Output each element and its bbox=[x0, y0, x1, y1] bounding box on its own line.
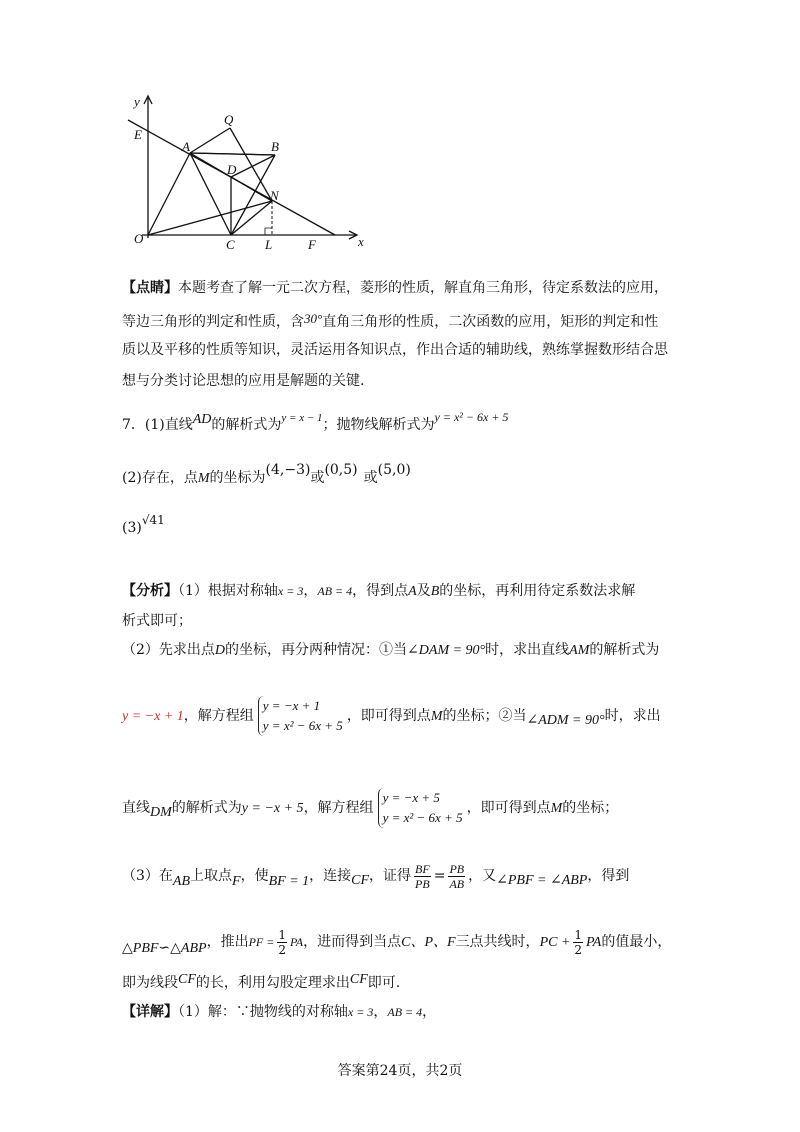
fraction-half-1: $\frac{1}{2}$ bbox=[278, 927, 286, 957]
label-o: O bbox=[134, 231, 144, 246]
label-y: y bbox=[134, 94, 140, 109]
label-l: L bbox=[265, 237, 273, 252]
label-q: Q bbox=[224, 112, 234, 127]
geometry-figure bbox=[120, 88, 380, 253]
label-d: D bbox=[227, 162, 237, 177]
answer-q2: (2)存在，点M的坐标为(4,−3)或(0,5) 或(5,0) bbox=[122, 462, 411, 486]
label-x: x bbox=[358, 234, 364, 249]
detail-tag: 【详解】 bbox=[122, 1004, 178, 1020]
dianjing-line-2: 等边三角形的判定和性质，含30°直角三角形的性质，二次函数的应用，矩形的判定和性 bbox=[122, 311, 659, 330]
answer-q1: 7．(1)直线AD的解析式为$^{y = x - 1}$；抛物线解析式为y = x² − 6x + 5 bbox=[122, 410, 509, 433]
fraction-half-2: $\frac{1}{2}$ bbox=[574, 927, 583, 957]
fraction-pb-ab: $\frac{PB}{AB}$ bbox=[449, 861, 465, 891]
analysis-tag: 【分析】 bbox=[122, 583, 178, 599]
dianjing-line-1: 【点睛】本题考查了解一元二次方程，菱形的性质，解直角三角形，待定系数法的应用， bbox=[122, 280, 668, 296]
label-e: E bbox=[134, 127, 142, 142]
analysis-line-6: （3）在AB上取点F，使BF = 1，连接CF，证得 $\frac{BF}{PB}$ = $\frac{PB}{AB}$ ，又∠PBF = ∠ABP，得到 bbox=[122, 861, 630, 891]
analysis-line-4: y = −x + 1，解方程组 y = −x + 1 y = x² − 6x + 5 ，即可得到点M的坐标；②当∠ADM = 90°时，求出 bbox=[122, 694, 661, 743]
dianjing-line-4: 想与分类讨论思想的应用是解题的关键. bbox=[122, 373, 365, 389]
answer-q3: (3)√41 bbox=[122, 513, 165, 536]
analysis-line-2: 析式即可； bbox=[122, 613, 192, 629]
label-n: N bbox=[270, 188, 279, 203]
fraction-bf-pb: $\frac{BF}{PB}$ bbox=[415, 861, 430, 891]
analysis-line-8: 即为线段CF的长，利用勾股定理求出CF即可. bbox=[122, 972, 401, 991]
analysis-line-5: 直线DM的解析式为y = −x + 5，解方程组 y = −x + 5 y = x² − 6x + 5 ，即可得到点M的坐标； bbox=[122, 786, 618, 835]
analysis-line-3: （2）先求出点D的坐标，再分两种情况：①当∠DAM = 90°时，求出直线AM的解析式为 bbox=[122, 642, 660, 658]
analysis-line-1: 【分析】（1）根据对称轴x = 3，AB = 4，得到点A及B的坐标，再利用待定系数法求解 bbox=[122, 583, 636, 599]
analysis-line-7: △PBF∽△ABP，推出PF = $\frac{1}{2}$ PA，进而得到当点C、P、F三点共线时，PC + $\frac{1}{2}$ PA的值最小， bbox=[122, 927, 672, 957]
detail-line: 【详解】（1）解：∵抛物线的对称轴x = 3，AB = 4， bbox=[122, 1004, 437, 1020]
label-c: C bbox=[226, 237, 235, 252]
page-footer: 答案第24页，共2页 bbox=[337, 1063, 463, 1079]
label-b: B bbox=[271, 139, 279, 154]
red-equation: y = −x + 1 bbox=[122, 709, 184, 724]
label-a: A bbox=[182, 139, 190, 154]
equation-system-2: y = −x + 5 y = x² − 6x + 5 bbox=[378, 788, 463, 828]
equation-system-1: y = −x + 1 y = x² − 6x + 5 bbox=[258, 696, 343, 736]
dianjing-line-3: 质以及平移的性质等知识，灵活运用各知识点，作出合适的辅助线，熟练掌握数形结合思 bbox=[122, 342, 668, 358]
label-f: F bbox=[308, 237, 316, 252]
dianjing-tag: 【点睛】 bbox=[122, 280, 178, 296]
